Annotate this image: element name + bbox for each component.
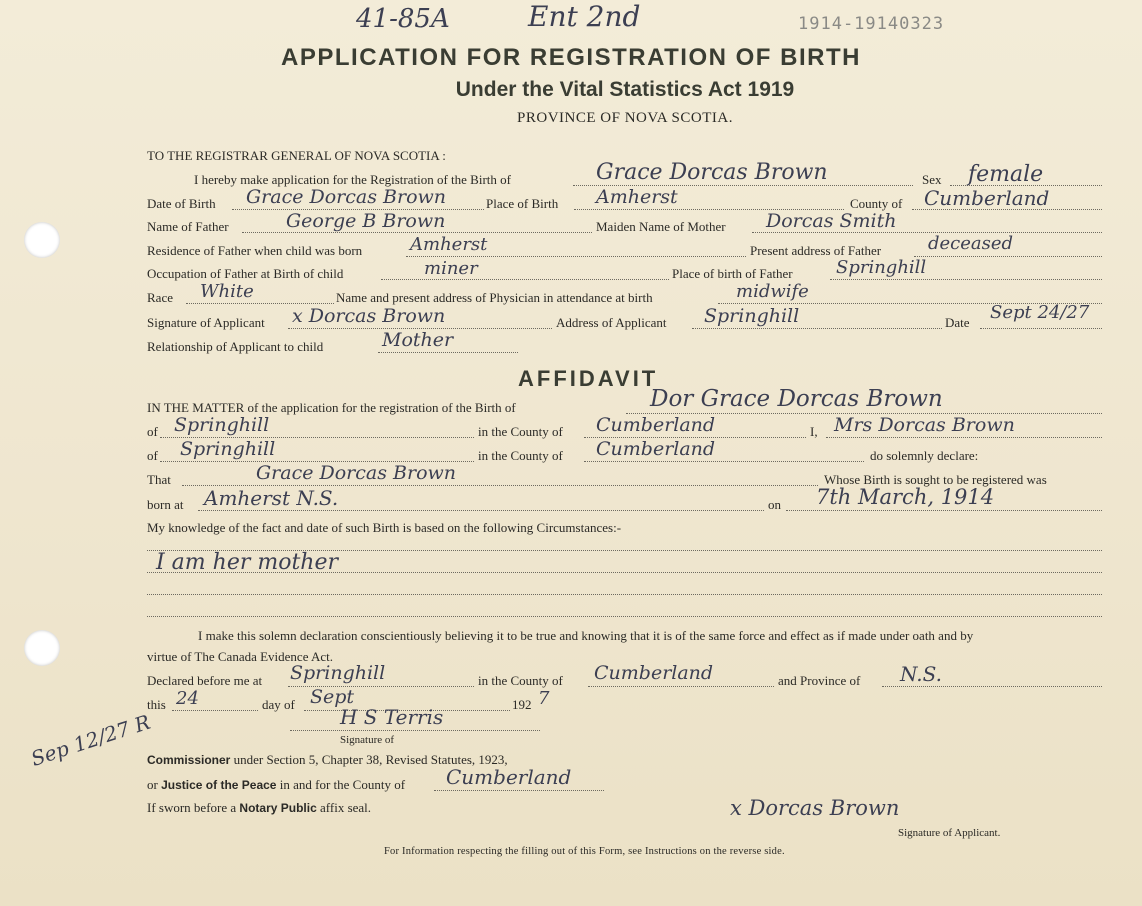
justice-line	[147, 777, 405, 793]
in-county2-value[interactable]: Cumberland	[596, 438, 716, 460]
justice-county-line	[434, 790, 604, 791]
mother-label: Maiden Name of Mother	[596, 219, 726, 234]
in-county3-line	[588, 686, 774, 687]
declared-label: Declared before me at	[147, 673, 263, 688]
notary-line	[147, 800, 371, 816]
year-value[interactable]: 7	[538, 688, 550, 709]
in-county2-line	[584, 461, 864, 462]
child-name-value[interactable]: Grace Dorcas Brown	[596, 160, 828, 185]
day-of-label: day of	[262, 697, 295, 712]
relationship-value[interactable]: Mother	[382, 329, 454, 351]
to-registrar-label: TO THE REGISTRAR GENERAL OF NOVA SCOTIA :	[147, 148, 446, 163]
present-father-label: Present address of Father	[750, 243, 882, 258]
address-line	[692, 328, 942, 329]
sex-label: Sex	[922, 172, 942, 187]
justice-text: in and for the County of	[279, 777, 406, 792]
this-line	[172, 710, 258, 711]
day-of-value[interactable]: Sept	[310, 686, 355, 708]
of-label: of	[147, 424, 158, 439]
res-father-label: Residence of Father when child was born	[147, 243, 363, 258]
sig-value[interactable]: x Dorcas Brown	[292, 305, 446, 327]
father-label: Name of Father	[147, 219, 229, 234]
born-at-value[interactable]: Amherst N.S.	[204, 486, 339, 510]
i-line	[826, 437, 1102, 438]
notary-label: Notary Public	[239, 801, 317, 815]
declaration-text-1: I make this solemn declaration conscientiously believing it to be true and knowing that it is of the same force and effect as if made under oath and by	[198, 628, 974, 643]
intro-label: I hereby make application for the Registration of the Birth of	[194, 172, 511, 187]
relationship-label: Relationship of Applicant to child	[147, 339, 324, 354]
applicant-signature[interactable]: x Dorcas Brown	[730, 796, 900, 820]
applicant-signature-label: Signature of Applicant.	[898, 827, 1001, 839]
province-label: and Province of	[778, 673, 861, 688]
on-line	[786, 510, 1102, 511]
occupation-line	[381, 279, 669, 280]
commissioner-text: under Section 5, Chapter 38, Revised Statutes, 1923,	[233, 752, 508, 767]
footer-info: For Information respecting the filling out of this Form, see Instructions on the reverse side.	[384, 846, 785, 857]
race-label: Race	[147, 290, 173, 305]
form-title: APPLICATION FOR REGISTRATION OF BIRTH	[281, 44, 861, 71]
circumstance-line-3	[147, 594, 1102, 595]
or-label: or	[147, 777, 158, 792]
county-label: County of	[850, 196, 903, 211]
ent-note: Ent 2nd	[528, 0, 641, 33]
father-line	[242, 232, 592, 233]
address-value[interactable]: Springhill	[704, 305, 800, 327]
on-label: on	[768, 497, 781, 512]
born-at-label: born at	[147, 497, 184, 512]
dob-label: Date of Birth	[147, 196, 216, 211]
affidavit-child-value[interactable]: Dor Grace Dorcas Brown	[650, 386, 943, 412]
date-value[interactable]: Sept 24/27	[990, 302, 1090, 323]
mother-value[interactable]: Dorcas Smith	[766, 210, 897, 232]
declare-label: do solemnly declare:	[870, 448, 979, 463]
sex-value[interactable]: female	[968, 162, 1044, 187]
physician-label: Name and present address of Physician in attendance at birth	[336, 290, 653, 305]
of2-label: of	[147, 448, 158, 463]
province-heading: PROVINCE OF NOVA SCOTIA.	[517, 110, 733, 126]
father-birthplace-line	[830, 279, 1102, 280]
commissioner-label: Commissioner	[147, 753, 231, 767]
form-subtitle: Under the Vital Statistics Act 1919	[455, 78, 795, 101]
occupation-value[interactable]: miner	[424, 258, 478, 279]
commissioner-sig-line	[290, 730, 540, 731]
father-value[interactable]: George B Brown	[286, 210, 446, 232]
father-birthplace-label: Place of birth of Father	[672, 266, 793, 281]
in-county-value[interactable]: Cumberland	[596, 414, 716, 436]
of2-value[interactable]: Springhill	[180, 438, 276, 460]
margin-note: Sep 12/27 R	[28, 709, 154, 771]
punch-hole-bottom	[24, 630, 60, 666]
father-birthplace-value[interactable]: Springhill	[836, 257, 927, 278]
on-value[interactable]: 7th March, 1914	[816, 485, 995, 509]
date-line	[980, 328, 1102, 329]
knowledge-label: My knowledge of the fact and date of such Birth is based on the following Circumstances:-	[147, 520, 622, 535]
present-father-line	[914, 256, 1102, 257]
circumstance-line-4	[147, 616, 1102, 617]
county-value[interactable]: Cumberland	[924, 186, 1050, 210]
that-value[interactable]: Grace Dorcas Brown	[256, 462, 457, 484]
relationship-line	[378, 352, 518, 353]
affidavit-line1-label: IN THE MATTER of the application for the registration of the Birth of	[147, 400, 516, 415]
justice-county-value[interactable]: Cumberland	[446, 765, 572, 789]
place-birth-label: Place of Birth	[486, 196, 559, 211]
notary-text-1: If sworn before a	[147, 800, 237, 815]
province-value[interactable]: N.S.	[900, 662, 942, 686]
this-label: this	[147, 697, 166, 712]
date-label: Date	[945, 315, 970, 330]
in-county2-label: in the County of	[478, 448, 563, 463]
reference-number: 1914-19140323	[798, 14, 945, 34]
in-county3-label: in the County of	[478, 673, 563, 688]
present-father-value[interactable]: deceased	[928, 233, 1014, 254]
dob-value[interactable]: Grace Dorcas Brown	[246, 186, 447, 208]
province-line	[882, 686, 1102, 687]
i-label: I,	[810, 424, 818, 439]
of-value[interactable]: Springhill	[174, 414, 270, 436]
in-county-label: in the County of	[478, 424, 563, 439]
race-line	[186, 303, 334, 304]
place-birth-value[interactable]: Amherst	[596, 186, 678, 208]
address-label: Address of Applicant	[556, 315, 667, 330]
res-father-line	[406, 256, 746, 257]
born-at-line	[198, 510, 764, 511]
mother-line	[752, 232, 1102, 233]
circumstance-value[interactable]: I am her mother	[156, 550, 339, 575]
that-label: That	[147, 472, 171, 487]
res-father-value[interactable]: Amherst	[410, 234, 488, 255]
notary-text-2: affix seal.	[320, 800, 372, 815]
declared-value[interactable]: Springhill	[290, 662, 386, 684]
whose-birth-label: Whose Birth is sought to be registered was	[824, 472, 1047, 487]
race-value[interactable]: White	[200, 281, 254, 302]
physician-value[interactable]: midwife	[736, 281, 809, 302]
affidavit-heading: AFFIDAVIT	[518, 366, 659, 391]
sig-label: Signature of Applicant	[147, 315, 265, 330]
i-value[interactable]: Mrs Dorcas Brown	[834, 414, 1015, 436]
punch-hole-top	[24, 222, 60, 258]
occupation-label: Occupation of Father at Birth of child	[147, 266, 344, 281]
justice-label: Justice of the Peace	[161, 778, 277, 792]
commissioner-signature[interactable]: H S Terris	[340, 705, 444, 729]
signature-of-label: Signature of	[340, 734, 395, 746]
year-prefix: 192	[512, 697, 532, 712]
declaration-text-2: virtue of The Canada Evidence Act.	[147, 649, 334, 664]
file-number-note: 41-85A	[356, 4, 450, 34]
this-value[interactable]: 24	[176, 688, 199, 709]
in-county3-value[interactable]: Cumberland	[594, 662, 714, 684]
